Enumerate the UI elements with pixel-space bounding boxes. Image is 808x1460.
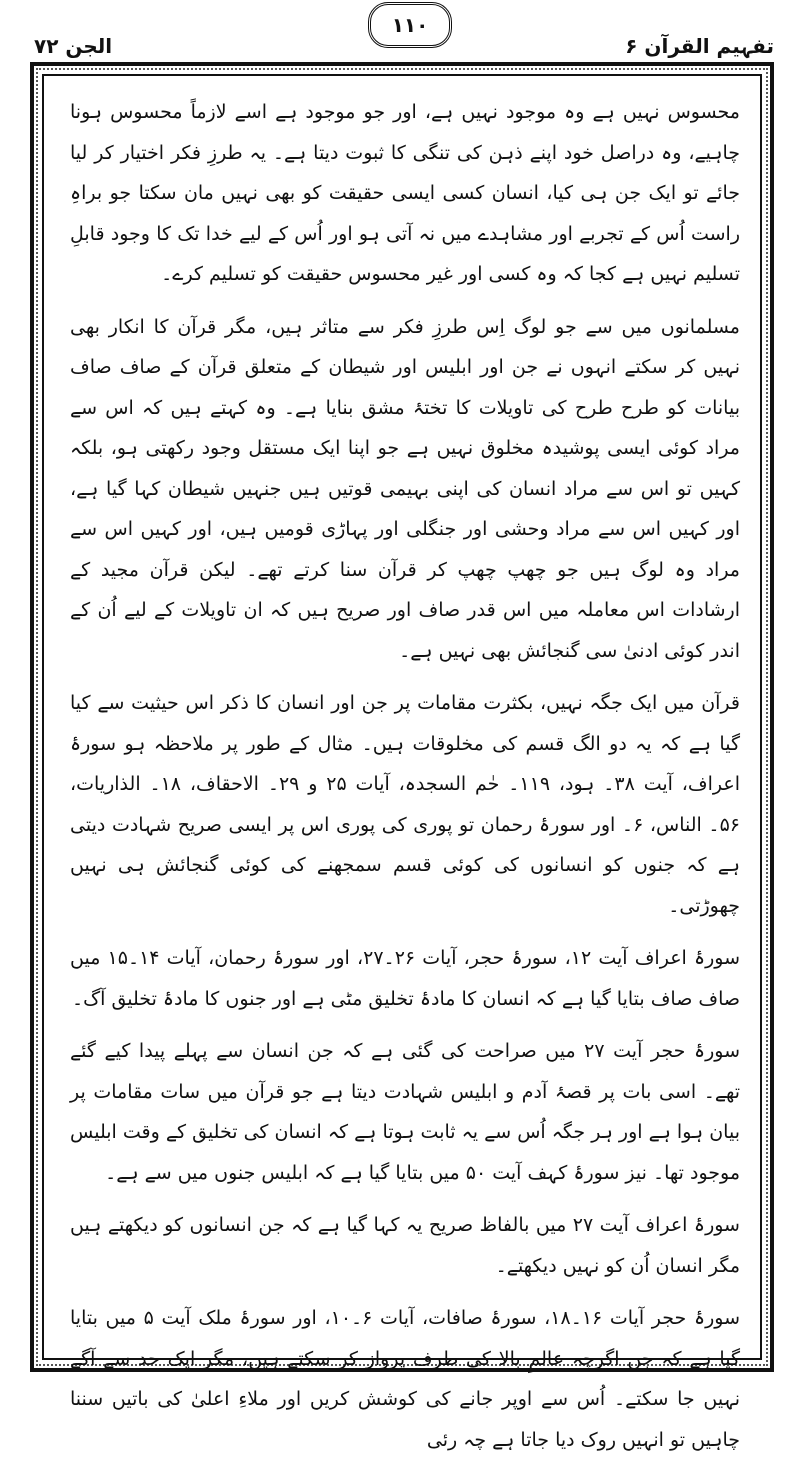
page-number-badge: [368, 2, 452, 48]
paragraph: مسلمانوں میں سے جو لوگ اِس طرزِ فکر سے متاثر ہیں، مگر قرآن کا انکار بھی نہیں کر سکتے انہوں نے جن اور ابلیس اور شیطان کے متعلق قرآن کے صاف صاف بیانات کو طرح طرح کی تاویلات کا تختۂ مشق بنایا ہے۔ وہ کہتے ہیں کہ اس سے مراد کوئی ایسی پوشیدہ مخلوق نہیں ہے جو اپنا ایک مستقل وجود رکھتی ہو، بلکہ کہیں تو اس سے مراد انسان کی اپنی بہیمی قوتیں ہیں جنہیں شیطان کہا گیا ہے، اور کہیں اس سے مراد وحشی اور جنگلی اور پہاڑی قومیں ہیں، اور کہیں اس سے مراد وہ لوگ ہیں جو چھپ چھپ کر قرآن سنا کرتے تھے۔ لیکن قرآن مجید کے ارشادات اس معاملہ میں اس قدر صاف اور صریح ہیں کہ ان تاویلات کے لیے اُن کے اندر کوئی ادنیٰ سی گنجائش بھی نہیں ہے۔: [70, 315, 740, 662]
book-title: تفہیم القرآن ۶: [625, 34, 774, 58]
paragraph: سورۂ اعراف آیت ۲۷ میں بالفاظ صریح یہ کہا گیا ہے کہ جن انسانوں کو دیکھتے ہیں مگر انسان اُن کو نہیں دیکھتے۔: [70, 1214, 740, 1277]
page-body: [70, 92, 741, 1451]
paragraph: سورۂ اعراف آیت ۱۲، سورۂ حجر، آیات ۲۶۔۲۷، اور سورۂ رحمان، آیات ۱۴۔۱۵ میں صاف صاف بتایا گیا ہے کہ انسان کا مادۂ تخلیق مٹی ہے اور جنوں کا مادۂ تخلیق آگ۔: [70, 947, 741, 1010]
page-number: ۱۱۰: [391, 13, 429, 37]
page-header: [0, 0, 808, 62]
paragraph: قرآن میں ایک جگہ نہیں، بکثرت مقامات پر جن اور انسان کا ذکر اس حیثیت سے کیا گیا ہے کہ یہ دو الگ قسم کی مخلوقات ہیں۔ مثال کے طور پر ملاحظہ ہو سورۂ اعراف، آیت ۳۸۔ ہود، ۱۱۹۔ حٰم السجدہ، آیات ۲۵ و ۲۹۔ الاحقاف، ۱۸۔ الذاریات، ۵۶۔ الناس، ۶۔ اور سورۂ رحمان تو پوری کی پوری اس پر ایسی صریح شہادت دیتی ہے کہ جنوں کو انسانوں کی کوئی قسم سمجھنے کی کوئی گنجائش ہی نہیں چھوڑتی۔: [70, 692, 740, 917]
surah-title: الجن ۷۲: [34, 34, 113, 58]
paragraph: سورۂ حجر آیت ۲۷ میں صراحت کی گئی ہے کہ جن انسان سے پہلے پیدا کیے گئے تھے۔ اسی بات پر قصۂ آدم و ابلیس شہادت دیتا ہے جو قرآن میں سات مقامات پر بیان ہوا ہے اور ہر جگہ اُس سے یہ ثابت ہوتا ہے کہ انسان کی تخلیق کے وقت ابلیس موجود تھا۔ نیز سورۂ کہف آیت ۵۰ میں بتایا گیا ہے کہ ابلیس جنوں میں سے ہے۔: [70, 1040, 740, 1184]
paragraph: سورۂ حجر آیات ۱۶۔۱۸، سورۂ صافات، آیات ۶۔۱۰، اور سورۂ ملک آیت ۵ میں بتایا گیا ہے کہ جن اگرچہ عالمِ بالا کی طرف پرواز کر سکتے ہیں، مگر ایک حد سے آگے نہیں جا سکتے۔ اُس سے اوپر جانے کی کوشش کریں اور ملاءِ اعلیٰ کی باتیں سننا چاہیں تو انہیں روک دیا جاتا ہے چہ رئی: [70, 1307, 741, 1451]
paragraph: محسوس نہیں ہے وہ موجود نہیں ہے، اور جو موجود ہے اسے لازماً محسوس ہونا چاہیے، وہ دراصل خود اپنے ذہن کی تنگی کا ثبوت دیتا ہے۔ یہ طرزِ فکر اختیار کر لیا جائے تو ایک جن ہی کیا، انسان کسی ایسی حقیقت کو بھی نہیں مان سکتا جو براہِ راست اُس کے تجربے اور مشاہدے میں نہ آتی ہو اور اُس کے لیے خدا تک کا وجود قابلِ تسلیم نہیں ہے کجا کہ وہ کسی اور غیر محسوس حقیقت کو تسلیم کرے۔: [70, 101, 740, 285]
